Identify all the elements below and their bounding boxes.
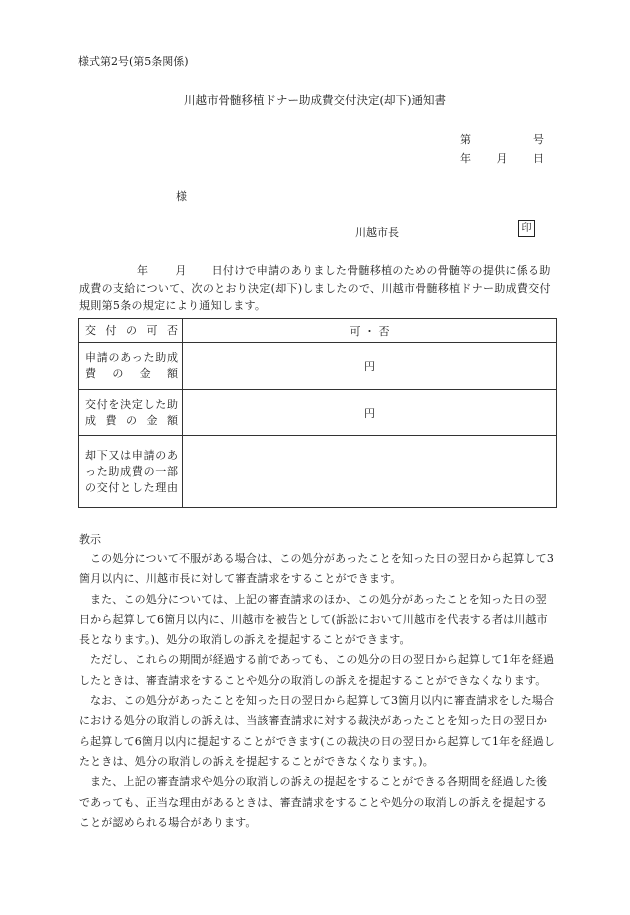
form-label: 様式第2号(第5条関係) [78,55,189,68]
addressee-suffix: 様 [176,190,187,203]
row-value: 円 [183,343,557,390]
table-row [79,390,557,436]
row-value: 円 [183,390,557,436]
date-month: 月 [496,152,508,165]
document-title: 川越市骨髄移植ドナー助成費交付決定(却下)通知書 [184,93,446,107]
row-label: 交付の可否 [79,319,183,343]
intro-month: 月 [175,264,187,277]
date-day: 日 [533,152,544,165]
row-value: 可 ・ 否 [183,319,557,343]
notice-paragraph: ただし、これらの期間が経過する前であっても、この処分の日の翌日から起算して1年を経過したときは、審査請求をすることや処分の取消しの訴えを提起することができなくなります。 [79,653,555,687]
number-prefix: 第 [460,133,471,146]
notice-heading: 教示 [79,533,101,546]
document-date [460,150,544,166]
document-number [460,131,544,147]
notice-paragraph: また、上記の審査請求や処分の取消しの訴えの提起をすることができる各期間を経過した後であっても、正当な理由があるときは、審査請求をすることや処分の取消しの訴えを提起することが認められる場合があります。 [79,775,548,829]
row-label: 交付を決定した助成費の金額 [79,390,183,436]
table-row [79,319,557,343]
notice-body [79,549,557,833]
intro-paragraph [79,262,557,315]
notice-paragraph: なお、この処分があったことを知った日の翌日から起算して3箇月以内に審査請求をした場合における処分の取消しの訴えは、当該審査請求に対する裁決があったことを知った日の翌日から起算して6箇月以内に提起することができます(この裁決の日の翌日から起算して1年を経過したときは、処分の取消しの訴えを提起することができなくなります。)。 [79,694,555,768]
number-suffix: 号 [533,133,544,146]
intro-text: 日付けで申請のありました骨髄移植のための骨髄等の提供に係る助成費の支給について、次のとおり決定(却下)しましたので、川越市骨髄移植ドナー助成費交付規則第5条の規定により通知します。 [79,264,551,312]
intro-year: 年 [137,264,149,277]
notice-paragraph: この処分について不服がある場合は、この処分があったことを知った日の翌日から起算して3箇月以内に、川越市長に対して審査請求をすることができます。 [79,552,554,586]
row-value [183,436,557,508]
decision-table [78,318,557,508]
table-row [79,343,557,390]
row-label: 申請のあった助成費の金額 [79,343,183,390]
table-row [79,436,557,508]
row-label: 却下又は申請のあった助成費の一部の交付とした理由 [79,436,183,508]
date-year: 年 [460,152,471,165]
notice-paragraph: また、この処分については、上記の審査請求のほか、この処分があったことを知った日の翌日から起算して6箇月以内に、川越市を被告として(訴訟において川越市を代表する者は川越市長となります。)、処分の取消しの訴えを提起することができます。 [79,592,548,647]
issuer-name: 川越市長 [355,226,399,239]
seal-mark: 印 [518,220,535,237]
